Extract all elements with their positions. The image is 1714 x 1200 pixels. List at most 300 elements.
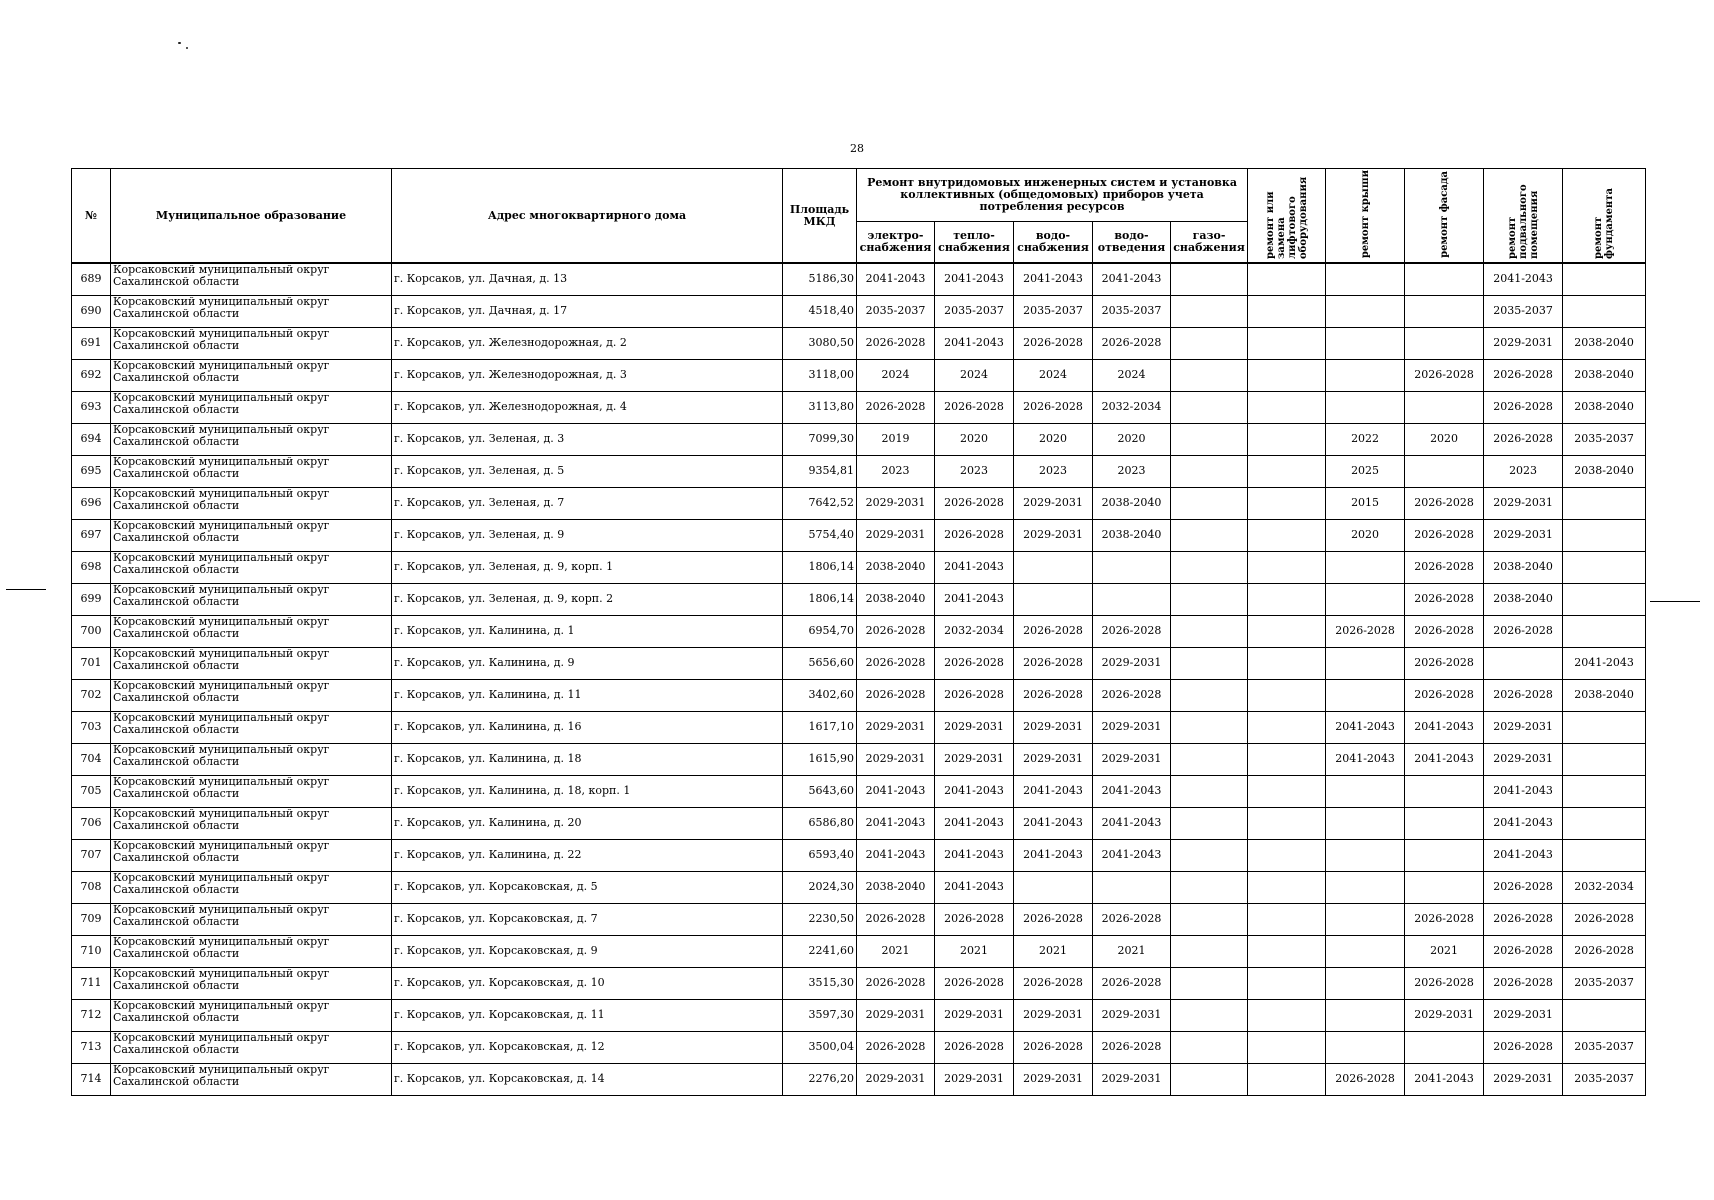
gas-cell: [1171, 1063, 1248, 1095]
row-number: 700: [72, 615, 111, 647]
facade-cell: 2029-2031: [1405, 999, 1484, 1031]
municipality-cell: Корсаковский муниципальный округ Сахалинской области: [111, 519, 392, 551]
table-row: [72, 839, 1646, 871]
address-cell: г. Корсаков, ул. Корсаковская, д. 9: [392, 935, 783, 967]
row-number: 712: [72, 999, 111, 1031]
foundation-cell: [1563, 295, 1646, 327]
address-cell: г. Корсаков, ул. Железнодорожная, д. 4: [392, 391, 783, 423]
table-header: [72, 169, 1646, 264]
lift-cell: [1248, 839, 1326, 871]
address-cell: г. Корсаков, ул. Зеленая, д. 3: [392, 423, 783, 455]
foundation-cell: [1563, 711, 1646, 743]
table-row: [72, 807, 1646, 839]
facade-cell: 2041-2043: [1405, 711, 1484, 743]
table-body: [72, 263, 1646, 1095]
header-facade-label: ремонт фасада: [1438, 170, 1450, 258]
row-number: 694: [72, 423, 111, 455]
water-supply-cell: 2035-2037: [1014, 295, 1093, 327]
header-num: №: [72, 169, 111, 264]
facade-cell: [1405, 391, 1484, 423]
sewer-cell: 2038-2040: [1093, 519, 1171, 551]
lift-cell: [1248, 1031, 1326, 1063]
table-row: [72, 487, 1646, 519]
water-supply-cell: 2026-2028: [1014, 1031, 1093, 1063]
municipality-cell: Корсаковский муниципальный округ Сахалинской области: [111, 455, 392, 487]
foundation-cell: [1563, 743, 1646, 775]
row-number: 692: [72, 359, 111, 391]
roof-cell: 2022: [1326, 423, 1405, 455]
heat-cell: 2026-2028: [935, 487, 1014, 519]
water-supply-cell: 2041-2043: [1014, 807, 1093, 839]
area-cell: 1806,14: [783, 583, 857, 615]
area-cell: 6954,70: [783, 615, 857, 647]
row-number: 693: [72, 391, 111, 423]
address-cell: г. Корсаков, ул. Калинина, д. 16: [392, 711, 783, 743]
municipality-cell: Корсаковский муниципальный округ Сахалинской области: [111, 1031, 392, 1063]
facade-cell: [1405, 263, 1484, 295]
lift-cell: [1248, 967, 1326, 999]
gas-cell: [1171, 839, 1248, 871]
facade-cell: 2026-2028: [1405, 679, 1484, 711]
lift-cell: [1248, 391, 1326, 423]
foundation-cell: 2035-2037: [1563, 1031, 1646, 1063]
foundation-cell: 2032-2034: [1563, 871, 1646, 903]
table-row: [72, 263, 1646, 295]
address-cell: г. Корсаков, ул. Дачная, д. 17: [392, 295, 783, 327]
roof-cell: [1326, 807, 1405, 839]
foundation-cell: [1563, 775, 1646, 807]
lift-cell: [1248, 775, 1326, 807]
header-water-supply: водо-снабжения: [1014, 221, 1093, 263]
electro-cell: 2026-2028: [857, 903, 935, 935]
row-number: 701: [72, 647, 111, 679]
roof-cell: [1326, 327, 1405, 359]
address-cell: г. Корсаков, ул. Калинина, д. 18: [392, 743, 783, 775]
area-cell: 6586,80: [783, 807, 857, 839]
heat-cell: 2026-2028: [935, 519, 1014, 551]
roof-cell: [1326, 647, 1405, 679]
roof-cell: [1326, 903, 1405, 935]
header-heat: тепло-снабжения: [935, 221, 1014, 263]
foundation-cell: 2038-2040: [1563, 455, 1646, 487]
table-row: [72, 903, 1646, 935]
heat-cell: 2026-2028: [935, 967, 1014, 999]
water-supply-cell: 2023: [1014, 455, 1093, 487]
heat-cell: 2024: [935, 359, 1014, 391]
foundation-cell: 2038-2040: [1563, 679, 1646, 711]
basement-cell: 2041-2043: [1484, 775, 1563, 807]
gas-cell: [1171, 743, 1248, 775]
basement-cell: 2026-2028: [1484, 359, 1563, 391]
gas-cell: [1171, 391, 1248, 423]
basement-cell: 2026-2028: [1484, 967, 1563, 999]
municipality-cell: Корсаковский муниципальный округ Сахалинской области: [111, 327, 392, 359]
roof-cell: 2020: [1326, 519, 1405, 551]
address-cell: г. Корсаков, ул. Дачная, д. 13: [392, 263, 783, 295]
gas-cell: [1171, 615, 1248, 647]
municipality-cell: Корсаковский муниципальный округ Сахалинской области: [111, 295, 392, 327]
roof-cell: [1326, 775, 1405, 807]
lift-cell: [1248, 1063, 1326, 1095]
row-number: 706: [72, 807, 111, 839]
water-supply-cell: 2026-2028: [1014, 903, 1093, 935]
basement-cell: 2026-2028: [1484, 391, 1563, 423]
electro-cell: 2041-2043: [857, 839, 935, 871]
electro-cell: 2041-2043: [857, 775, 935, 807]
municipality-cell: Корсаковский муниципальный округ Сахалинской области: [111, 263, 392, 295]
foundation-cell: 2035-2037: [1563, 967, 1646, 999]
area-cell: 1806,14: [783, 551, 857, 583]
basement-cell: 2029-2031: [1484, 327, 1563, 359]
address-cell: г. Корсаков, ул. Железнодорожная, д. 2: [392, 327, 783, 359]
sewer-cell: 2029-2031: [1093, 999, 1171, 1031]
heat-cell: 2021: [935, 935, 1014, 967]
table-row: [72, 775, 1646, 807]
facade-cell: 2041-2043: [1405, 743, 1484, 775]
heat-cell: 2035-2037: [935, 295, 1014, 327]
sewer-cell: 2026-2028: [1093, 615, 1171, 647]
basement-cell: 2026-2028: [1484, 679, 1563, 711]
basement-cell: 2029-2031: [1484, 711, 1563, 743]
row-number: 697: [72, 519, 111, 551]
area-cell: 3597,30: [783, 999, 857, 1031]
municipality-cell: Корсаковский муниципальный округ Сахалинской области: [111, 647, 392, 679]
lift-cell: [1248, 327, 1326, 359]
address-cell: г. Корсаков, ул. Калинина, д. 20: [392, 807, 783, 839]
row-number: 689: [72, 263, 111, 295]
row-number: 691: [72, 327, 111, 359]
lift-cell: [1248, 903, 1326, 935]
facade-cell: 2020: [1405, 423, 1484, 455]
gas-cell: [1171, 999, 1248, 1031]
foundation-cell: 2038-2040: [1563, 327, 1646, 359]
header-roof: [1326, 169, 1405, 264]
sewer-cell: 2023: [1093, 455, 1171, 487]
roof-cell: 2026-2028: [1326, 615, 1405, 647]
electro-cell: 2029-2031: [857, 711, 935, 743]
roof-cell: 2026-2028: [1326, 1063, 1405, 1095]
municipality-cell: Корсаковский муниципальный округ Сахалинской области: [111, 551, 392, 583]
roof-cell: 2015: [1326, 487, 1405, 519]
table-row: [72, 871, 1646, 903]
water-supply-cell: 2029-2031: [1014, 711, 1093, 743]
water-supply-cell: [1014, 551, 1093, 583]
electro-cell: 2021: [857, 935, 935, 967]
area-cell: 5754,40: [783, 519, 857, 551]
heat-cell: 2029-2031: [935, 743, 1014, 775]
basement-cell: 2029-2031: [1484, 519, 1563, 551]
foundation-cell: [1563, 263, 1646, 295]
address-cell: г. Корсаков, ул. Зеленая, д. 9: [392, 519, 783, 551]
row-number: 702: [72, 679, 111, 711]
heat-cell: 2041-2043: [935, 583, 1014, 615]
address-cell: г. Корсаков, ул. Зеленая, д. 5: [392, 455, 783, 487]
roof-cell: [1326, 295, 1405, 327]
lift-cell: [1248, 647, 1326, 679]
facade-cell: 2026-2028: [1405, 487, 1484, 519]
lift-cell: [1248, 935, 1326, 967]
heat-cell: 2026-2028: [935, 1031, 1014, 1063]
gas-cell: [1171, 519, 1248, 551]
basement-cell: 2041-2043: [1484, 807, 1563, 839]
water-supply-cell: 2029-2031: [1014, 487, 1093, 519]
table-row: [72, 327, 1646, 359]
table-row: [72, 391, 1646, 423]
foundation-cell: [1563, 583, 1646, 615]
electro-cell: 2035-2037: [857, 295, 935, 327]
sewer-cell: 2029-2031: [1093, 1063, 1171, 1095]
area-cell: 3113,80: [783, 391, 857, 423]
municipality-cell: Корсаковский муниципальный округ Сахалинской области: [111, 999, 392, 1031]
table-row: [72, 615, 1646, 647]
basement-cell: 2035-2037: [1484, 295, 1563, 327]
gas-cell: [1171, 903, 1248, 935]
gas-cell: [1171, 295, 1248, 327]
heat-cell: 2041-2043: [935, 775, 1014, 807]
area-cell: 7099,30: [783, 423, 857, 455]
table-row: [72, 519, 1646, 551]
roof-cell: [1326, 1031, 1405, 1063]
lift-cell: [1248, 743, 1326, 775]
facade-cell: [1405, 327, 1484, 359]
electro-cell: 2041-2043: [857, 807, 935, 839]
electro-cell: 2024: [857, 359, 935, 391]
basement-cell: [1484, 647, 1563, 679]
address-cell: г. Корсаков, ул. Зеленая, д. 7: [392, 487, 783, 519]
facade-cell: [1405, 839, 1484, 871]
sewer-cell: 2020: [1093, 423, 1171, 455]
gas-cell: [1171, 455, 1248, 487]
electro-cell: 2029-2031: [857, 999, 935, 1031]
foundation-cell: 2035-2037: [1563, 1063, 1646, 1095]
address-cell: г. Корсаков, ул. Корсаковская, д. 5: [392, 871, 783, 903]
basement-cell: 2041-2043: [1484, 263, 1563, 295]
sewer-cell: 2029-2031: [1093, 711, 1171, 743]
water-supply-cell: 2020: [1014, 423, 1093, 455]
gas-cell: [1171, 647, 1248, 679]
facade-cell: 2021: [1405, 935, 1484, 967]
gas-cell: [1171, 967, 1248, 999]
address-cell: г. Корсаков, ул. Калинина, д. 18, корп. 1: [392, 775, 783, 807]
electro-cell: 2038-2040: [857, 551, 935, 583]
area-cell: 4518,40: [783, 295, 857, 327]
foundation-cell: [1563, 839, 1646, 871]
municipality-cell: Корсаковский муниципальный округ Сахалинской области: [111, 1063, 392, 1095]
electro-cell: 2023: [857, 455, 935, 487]
municipality-cell: Корсаковский муниципальный округ Сахалинской области: [111, 679, 392, 711]
basement-cell: 2038-2040: [1484, 551, 1563, 583]
table-row: [72, 551, 1646, 583]
water-supply-cell: 2026-2028: [1014, 327, 1093, 359]
basement-cell: 2029-2031: [1484, 487, 1563, 519]
heat-cell: 2029-2031: [935, 711, 1014, 743]
address-cell: г. Корсаков, ул. Калинина, д. 1: [392, 615, 783, 647]
row-number: 695: [72, 455, 111, 487]
header-address: Адрес многоквартирного дома: [392, 169, 783, 264]
lift-cell: [1248, 807, 1326, 839]
municipality-cell: Корсаковский муниципальный округ Сахалинской области: [111, 935, 392, 967]
foundation-cell: 2038-2040: [1563, 359, 1646, 391]
facade-cell: 2026-2028: [1405, 967, 1484, 999]
electro-cell: 2029-2031: [857, 487, 935, 519]
facade-cell: [1405, 871, 1484, 903]
facade-cell: 2026-2028: [1405, 903, 1484, 935]
lift-cell: [1248, 711, 1326, 743]
area-cell: 5643,60: [783, 775, 857, 807]
water-supply-cell: 2029-2031: [1014, 519, 1093, 551]
basement-cell: 2038-2040: [1484, 583, 1563, 615]
heat-cell: 2041-2043: [935, 807, 1014, 839]
heat-cell: 2032-2034: [935, 615, 1014, 647]
table-row: [72, 455, 1646, 487]
lift-cell: [1248, 871, 1326, 903]
heat-cell: 2020: [935, 423, 1014, 455]
gas-cell: [1171, 263, 1248, 295]
electro-cell: 2029-2031: [857, 1063, 935, 1095]
gas-cell: [1171, 583, 1248, 615]
facade-cell: 2026-2028: [1405, 647, 1484, 679]
sewer-cell: 2041-2043: [1093, 807, 1171, 839]
heat-cell: 2041-2043: [935, 327, 1014, 359]
gas-cell: [1171, 423, 1248, 455]
table-row: [72, 647, 1646, 679]
municipality-cell: Корсаковский муниципальный округ Сахалинской области: [111, 423, 392, 455]
header-foundation-label: ремонт фундамента: [1593, 188, 1616, 259]
basement-cell: 2026-2028: [1484, 423, 1563, 455]
roof-cell: [1326, 359, 1405, 391]
scan-artifact-line: [6, 589, 46, 590]
basement-cell: 2026-2028: [1484, 935, 1563, 967]
address-cell: г. Корсаков, ул. Калинина, д. 22: [392, 839, 783, 871]
area-cell: 6593,40: [783, 839, 857, 871]
facade-cell: [1405, 807, 1484, 839]
electro-cell: 2029-2031: [857, 743, 935, 775]
roof-cell: 2041-2043: [1326, 743, 1405, 775]
water-supply-cell: 2026-2028: [1014, 391, 1093, 423]
header-sewer: водо-отведения: [1093, 221, 1171, 263]
header-lift-label: ремонт или замена лифтового оборудования: [1264, 176, 1309, 259]
electro-cell: 2026-2028: [857, 679, 935, 711]
area-cell: 2276,20: [783, 1063, 857, 1095]
table-row: [72, 711, 1646, 743]
sewer-cell: 2021: [1093, 935, 1171, 967]
header-basement-label: ремонт подвального помещения: [1506, 184, 1540, 259]
roof-cell: [1326, 839, 1405, 871]
scan-speck: [186, 47, 188, 49]
address-cell: г. Корсаков, ул. Зеленая, д. 9, корп. 1: [392, 551, 783, 583]
electro-cell: 2041-2043: [857, 263, 935, 295]
scan-artifact-line: [1650, 601, 1700, 602]
municipality-cell: Корсаковский муниципальный округ Сахалинской области: [111, 391, 392, 423]
header-foundation: [1563, 169, 1646, 264]
lift-cell: [1248, 455, 1326, 487]
municipality-cell: Корсаковский муниципальный округ Сахалинской области: [111, 583, 392, 615]
header-basement: [1484, 169, 1563, 264]
sewer-cell: 2029-2031: [1093, 743, 1171, 775]
heat-cell: 2041-2043: [935, 839, 1014, 871]
heat-cell: 2029-2031: [935, 999, 1014, 1031]
sewer-cell: 2041-2043: [1093, 263, 1171, 295]
sewer-cell: 2026-2028: [1093, 967, 1171, 999]
row-number: 711: [72, 967, 111, 999]
row-number: 704: [72, 743, 111, 775]
water-supply-cell: 2026-2028: [1014, 647, 1093, 679]
lift-cell: [1248, 551, 1326, 583]
sewer-cell: 2041-2043: [1093, 839, 1171, 871]
lift-cell: [1248, 423, 1326, 455]
electro-cell: 2026-2028: [857, 327, 935, 359]
water-supply-cell: 2024: [1014, 359, 1093, 391]
facade-cell: 2026-2028: [1405, 583, 1484, 615]
heat-cell: 2029-2031: [935, 1063, 1014, 1095]
row-number: 710: [72, 935, 111, 967]
electro-cell: 2038-2040: [857, 583, 935, 615]
area-cell: 3500,04: [783, 1031, 857, 1063]
roof-cell: [1326, 999, 1405, 1031]
heat-cell: 2026-2028: [935, 647, 1014, 679]
page-number: 28: [850, 142, 864, 155]
lift-cell: [1248, 295, 1326, 327]
area-cell: 5186,30: [783, 263, 857, 295]
lift-cell: [1248, 583, 1326, 615]
row-number: 698: [72, 551, 111, 583]
electro-cell: 2026-2028: [857, 615, 935, 647]
lift-cell: [1248, 359, 1326, 391]
foundation-cell: [1563, 999, 1646, 1031]
area-cell: 2241,60: [783, 935, 857, 967]
header-area: Площадь МКД: [783, 169, 857, 264]
table-row: [72, 743, 1646, 775]
area-cell: 3402,60: [783, 679, 857, 711]
water-supply-cell: 2029-2031: [1014, 1063, 1093, 1095]
roof-cell: [1326, 935, 1405, 967]
facade-cell: [1405, 775, 1484, 807]
sewer-cell: 2024: [1093, 359, 1171, 391]
sewer-cell: 2026-2028: [1093, 903, 1171, 935]
gas-cell: [1171, 327, 1248, 359]
area-cell: 3515,30: [783, 967, 857, 999]
foundation-cell: [1563, 519, 1646, 551]
sewer-cell: [1093, 871, 1171, 903]
basement-cell: 2026-2028: [1484, 615, 1563, 647]
row-number: 713: [72, 1031, 111, 1063]
roof-cell: 2041-2043: [1326, 711, 1405, 743]
municipality-cell: Корсаковский муниципальный округ Сахалинской области: [111, 807, 392, 839]
lift-cell: [1248, 999, 1326, 1031]
electro-cell: 2026-2028: [857, 967, 935, 999]
area-cell: 1617,10: [783, 711, 857, 743]
area-cell: 7642,52: [783, 487, 857, 519]
water-supply-cell: 2041-2043: [1014, 775, 1093, 807]
water-supply-cell: 2026-2028: [1014, 679, 1093, 711]
row-number: 707: [72, 839, 111, 871]
address-cell: г. Корсаков, ул. Железнодорожная, д. 3: [392, 359, 783, 391]
row-number: 714: [72, 1063, 111, 1095]
roof-cell: [1326, 583, 1405, 615]
table-row: [72, 935, 1646, 967]
basement-cell: 2029-2031: [1484, 743, 1563, 775]
address-cell: г. Корсаков, ул. Корсаковская, д. 10: [392, 967, 783, 999]
sewer-cell: 2032-2034: [1093, 391, 1171, 423]
address-cell: г. Корсаков, ул. Зеленая, д. 9, корп. 2: [392, 583, 783, 615]
gas-cell: [1171, 551, 1248, 583]
basement-cell: 2026-2028: [1484, 1031, 1563, 1063]
area-cell: 3118,00: [783, 359, 857, 391]
electro-cell: 2038-2040: [857, 871, 935, 903]
roof-cell: [1326, 679, 1405, 711]
basement-cell: 2023: [1484, 455, 1563, 487]
water-supply-cell: [1014, 871, 1093, 903]
